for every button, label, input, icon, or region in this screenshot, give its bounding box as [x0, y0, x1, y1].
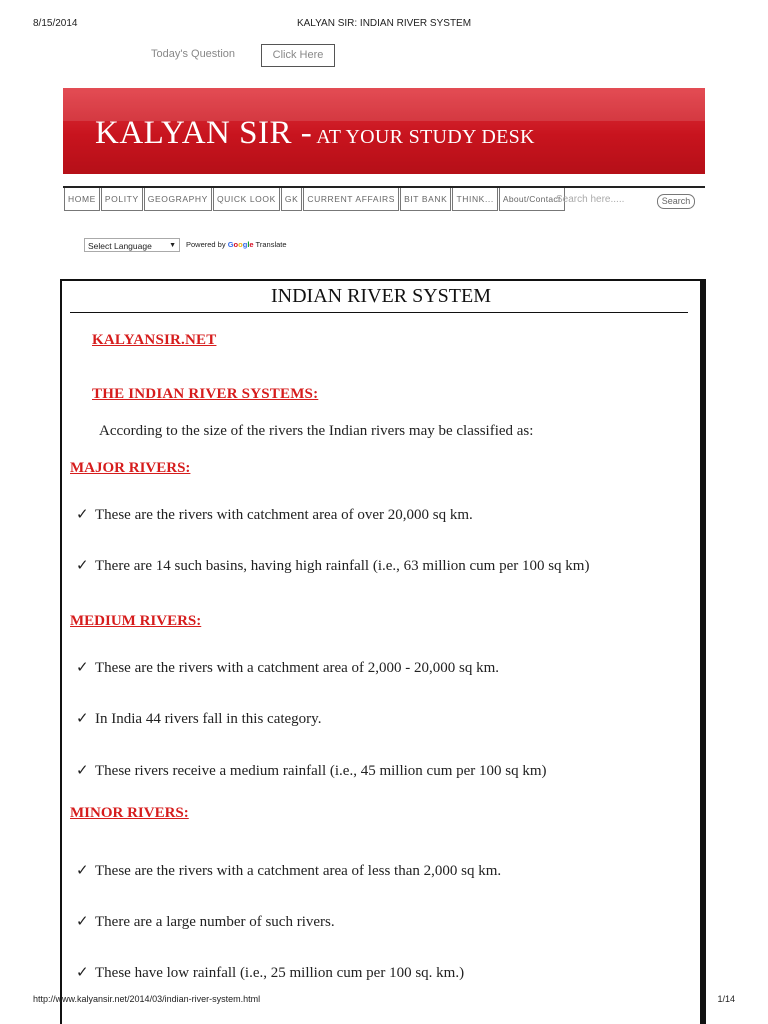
- google-logo-letter: e: [249, 240, 254, 249]
- list-item-text: These have low rainfall (i.e., 25 million cum per 100 sq. km.): [95, 965, 465, 981]
- google-logo-letter: l: [247, 240, 250, 249]
- list-item-text: These are the rivers with a catchment area of 2,000 - 20,000 sq km.: [95, 660, 500, 676]
- list-item: [76, 761, 547, 780]
- banner-title-main: KALYAN SIR -: [95, 115, 313, 151]
- nav-item-geography[interactable]: GEOGRAPHY: [144, 188, 212, 211]
- chevron-down-icon: ▼: [169, 242, 176, 249]
- google-logo: [228, 240, 254, 249]
- checkmark-icon: ✓: [76, 863, 89, 879]
- checkmark-icon: ✓: [76, 763, 89, 779]
- google-logo-letter: o: [233, 240, 239, 249]
- nav-item-current-affairs[interactable]: CURRENT AFFAIRS: [303, 188, 399, 211]
- print-page-title: KALYAN SIR: INDIAN RIVER SYSTEM: [296, 18, 472, 29]
- print-url: http://www.kalyansir.net/2014/03/indian-river-system.html: [33, 994, 261, 1004]
- checkmark-icon: ✓: [76, 507, 89, 523]
- translate-label: Translate: [255, 240, 287, 249]
- click-here-button[interactable]: Click Here: [261, 44, 335, 67]
- intro-paragraph: According to the size of the rivers the Indian rivers may be classified as:: [99, 423, 534, 439]
- nav-item-polity[interactable]: POLITY: [101, 188, 143, 211]
- checkmark-icon: ✓: [76, 965, 89, 981]
- list-item-text: There are 14 such basins, having high rainfall (i.e., 63 million cum per 100 sq km): [95, 558, 590, 574]
- checkmark-icon: ✓: [76, 914, 89, 930]
- search-button[interactable]: Search: [657, 194, 695, 209]
- todays-question-label: Today's Question: [151, 48, 236, 60]
- section-heading-medium: MEDIUM RIVERS:: [70, 613, 202, 629]
- list-item: [76, 709, 321, 728]
- site-link[interactable]: KALYANSIR.NET: [92, 332, 217, 348]
- nav-item-think[interactable]: THINK...: [452, 188, 497, 211]
- article-title: INDIAN RIVER SYSTEM: [271, 285, 491, 307]
- list-item-text: There are a large number of such rivers.: [95, 914, 335, 930]
- nav-item-gk[interactable]: GK: [281, 188, 302, 211]
- list-item-text: In India 44 rivers fall in this category.: [95, 711, 322, 727]
- systems-heading: THE INDIAN RIVER SYSTEMS:: [92, 386, 319, 402]
- google-logo-letter: g: [242, 240, 248, 249]
- site-banner[interactable]: [63, 88, 705, 174]
- main-nav: [63, 186, 705, 214]
- language-select[interactable]: [84, 238, 180, 252]
- google-logo-letter: o: [238, 240, 243, 249]
- list-item: [76, 912, 335, 931]
- list-item: [76, 658, 499, 677]
- article-content: [60, 279, 706, 1024]
- powered-by-label: Powered by: [186, 240, 226, 249]
- checkmark-icon: ✓: [76, 660, 89, 676]
- section-heading-minor: MINOR RIVERS:: [70, 805, 189, 821]
- nav-item-quick-look[interactable]: QUICK LOOK: [213, 188, 280, 211]
- print-page-number: 1/14: [717, 994, 735, 1004]
- list-item-text: These are the rivers with a catchment area of less than 2,000 sq km.: [95, 863, 502, 879]
- list-item: [76, 861, 501, 880]
- print-date: 8/15/2014: [33, 18, 78, 29]
- google-logo-letter: G: [227, 240, 234, 249]
- nav-item-about-contact[interactable]: About/Contact: [499, 188, 565, 211]
- checkmark-icon: ✓: [76, 711, 89, 727]
- list-item: [76, 556, 589, 575]
- list-item-text: These are the rivers with catchment area of over 20,000 sq km.: [95, 507, 473, 523]
- banner-title-sub: AT YOUR STUDY DESK: [316, 126, 535, 148]
- language-select-label: Select Language: [88, 241, 152, 251]
- nav-item-home[interactable]: HOME: [64, 188, 100, 211]
- list-item: [76, 963, 464, 982]
- title-divider: [70, 312, 688, 313]
- nav-items: [64, 188, 566, 212]
- powered-by-google-translate: [186, 240, 287, 249]
- list-item: [76, 505, 473, 524]
- nav-item-bit-bank[interactable]: BIT BANK: [400, 188, 451, 211]
- section-heading-major: MAJOR RIVERS:: [70, 460, 191, 476]
- search-input[interactable]: Search here.....: [556, 194, 625, 205]
- checkmark-icon: ✓: [76, 558, 89, 574]
- list-item-text: These rivers receive a medium rainfall (i.e., 45 million cum per 100 sq km): [95, 763, 547, 779]
- banner-title: [95, 115, 535, 152]
